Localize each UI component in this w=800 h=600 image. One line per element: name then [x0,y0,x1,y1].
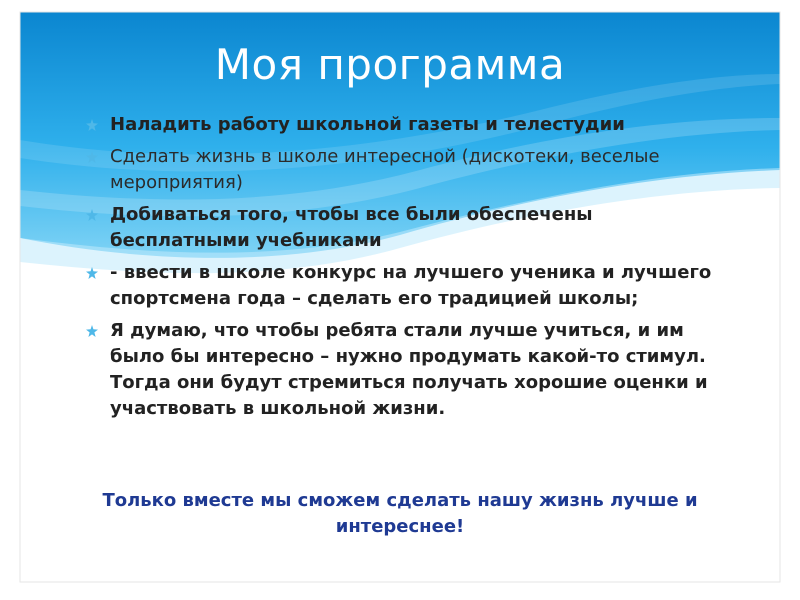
bullet-item [84,260,724,312]
bullet-text: Я думаю, что чтобы ребята стали лучше учиться, и им было бы интересно – нужно продумать какой-то стимул. Тогда они будут стремиться получать хорошие оценки и участвовать в школьной жизни. [110,320,708,419]
bullet-text: Добиваться того, чтобы все были обеспечены бесплатными учебниками [110,204,593,251]
bullet-text: Наладить работу школьной газеты и телестудии [110,114,625,135]
bullet-item [84,202,724,254]
closing-statement: Только вместе мы сможем сделать нашу жизнь лучше и интереснее! [102,490,698,537]
star-icon [84,144,100,170]
star-icon [84,260,100,286]
bullet-item [84,144,724,196]
star-icon [84,112,100,138]
slide-title: Моя программа [214,40,566,89]
star-icon [84,202,100,228]
star-icon [84,318,100,344]
bullet-item [84,112,724,138]
bullet-item [84,318,724,422]
bullet-list [84,112,724,428]
bullet-text: Сделать жизнь в школе интересной (дискотеки, веселые мероприятия) [110,146,660,193]
bullet-text: - ввести в школе конкурс на лучшего ученика и лучшего спортсмена года – сделать его традицией школы; [110,262,712,309]
